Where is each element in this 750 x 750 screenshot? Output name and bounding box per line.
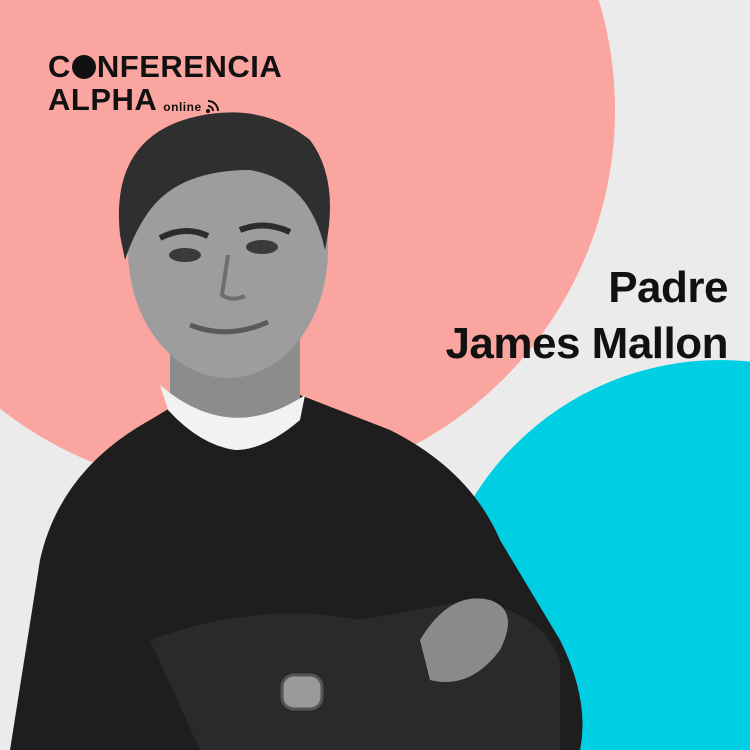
logo-line-1 [48,50,282,83]
speaker-name: James Mallon [445,319,728,368]
right-eye [246,240,278,254]
logo-dot-o [72,55,96,79]
logo-word-rest: NFERENCIA [96,49,283,84]
speaker-title: Padre [608,263,728,312]
speaker-name-block [445,260,728,372]
online-tag [163,98,220,114]
logo-line-2 [48,83,282,116]
logo-letter-c: C [48,49,71,84]
online-label: online [163,100,202,114]
watch [282,675,322,709]
logo-word-alpha: ALPHA [48,82,158,117]
conference-logo [48,50,282,116]
wifi-icon [203,98,221,114]
left-eye [169,248,201,262]
